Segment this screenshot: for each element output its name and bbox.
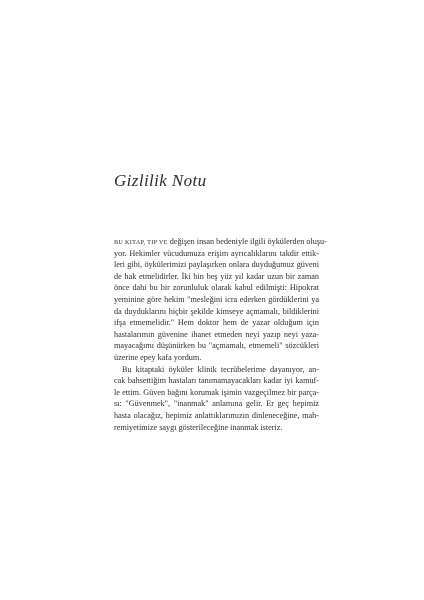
text-line: ifşa etmemelidir." Hem doktor hem de yazar olduğum için [114, 318, 319, 328]
text-line: hasta olacağız, hepimiz anlattıklarımızın dinleneceğine, mah- [114, 410, 319, 420]
body-text [114, 236, 327, 433]
text-line: BU KITAP, TIP VE değişen insan bedeniyle ilgili öykülerden oluşu- [114, 237, 327, 246]
chapter-title: Gizlilik Notu [114, 171, 207, 190]
text-line: remiyetimize saygı gösterileceğine inanmak isteriz. [114, 422, 283, 432]
text-line: Bu kitaptaki öyküler klinik tecrübelerime dayanıyor, an- [122, 364, 319, 374]
text-line: leri gibi, öykülerimizi paylaşırken onlara duyduğumuz güveni [114, 260, 319, 270]
text-line: hastalarımın güvenine ihanet etmeden neyi yazıp neyi yaza- [114, 329, 319, 339]
text-line: cak bahsettiğim hastaları tanımamayacakları kadar iyi kamuf- [114, 376, 319, 386]
text-line: yor. Hekimler vücudumuza erişim ayrıcalıklarını takdir ettik- [114, 248, 319, 258]
text-line: sı: "Güvenmek", "inanmak" anlamına gelir. Er geç hepimiz [114, 399, 319, 409]
text-line: üzerine epey kafa yordum. [114, 352, 202, 362]
text-line: önce dahi bu bir zorunluluk olarak kabul edilmişti: Hipokrat [114, 283, 319, 293]
text-line: da duyduklarını hiçbir şekilde kimseye açmamalı, bildiklerini [114, 306, 319, 316]
text-line: le ettim. Güven bağını korumak işimin vazgeçilmez bir parça- [114, 387, 319, 397]
smallcaps-lead: BU KITAP, TIP VE [114, 239, 168, 246]
text-line: de hak etmelidirler. İki bin beş yüz yıl kadar uzun bir zaman [114, 271, 319, 281]
text-line: mayacağımı düşünürken bu "açmamalı, etmemeli" sözcükleri [114, 341, 319, 351]
text-line: yeminine göre hekim "mesleğini icra ederken gördüklerini ya [114, 294, 319, 304]
